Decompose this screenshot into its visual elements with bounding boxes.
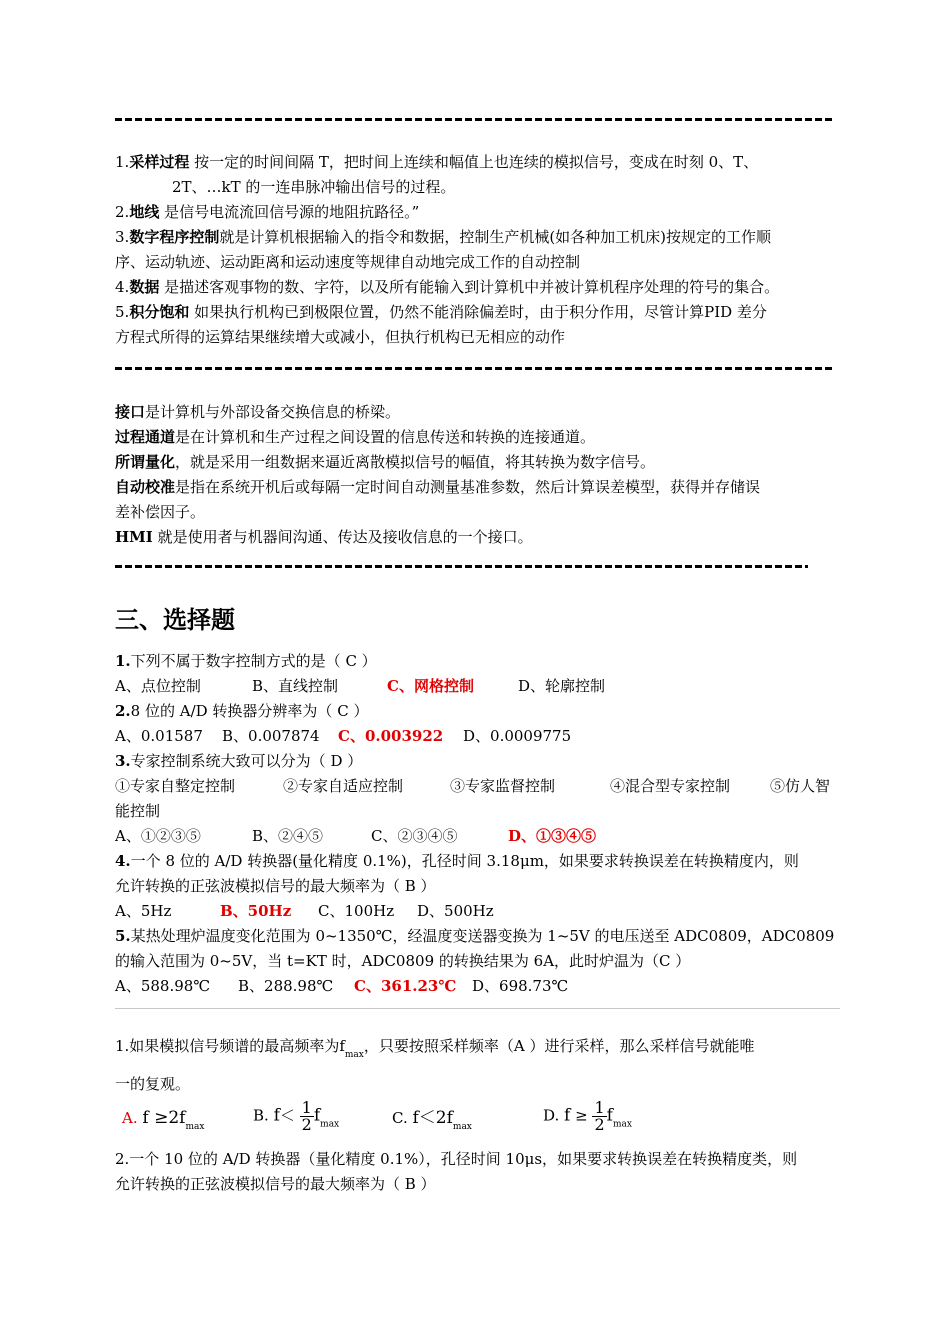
q4-option-a: A、5Hz bbox=[115, 902, 172, 920]
term-hmi: HMI 就是使用者与机器间沟通、传达及接收信息的一个接口。 bbox=[115, 528, 533, 546]
dashed-separator bbox=[115, 367, 833, 370]
question-4: 4.一个 8 位的 A/D 转换器(量化精度 0.1%)，孔径时间 3.18μm，如果要求转换误差在转换精度内，则 bbox=[115, 852, 799, 870]
thin-divider bbox=[115, 1008, 840, 1009]
dashed-separator bbox=[115, 118, 833, 121]
q2-option-b: B、0.007874 bbox=[222, 727, 320, 745]
q4-option-d: D、500Hz bbox=[417, 902, 494, 920]
definition-4: 4.数据 是描述客观事物的数、字符，以及所有能输入到计算机中并被计算机程序处理的符号的集合。 bbox=[115, 278, 780, 296]
q2-option-a: A、0.01587 bbox=[115, 727, 203, 745]
fraction-half: $\frac{1}{2}$ bbox=[301, 1098, 312, 1134]
q2-option-d: D、0.0009775 bbox=[463, 727, 572, 745]
term-process-channel: 过程通道是在计算机和生产过程之间设置的信息传送和转换的连接通道。 bbox=[115, 428, 596, 446]
definition-5: 5.积分饱和 如果执行机构已到极限位置，仍然不能消除偏差时，由于积分作用，尽管计算PID 差分 bbox=[115, 303, 767, 321]
definition-1-cont: 2T、…kT 的一连串脉冲输出信号的过程。 bbox=[172, 178, 456, 196]
practice-2: 2.一个 10 位的 A/D 转换器（量化精度 0.1%），孔径时间 10μs，如果要求转换误差在转换精度类，则 bbox=[115, 1150, 798, 1168]
definition-5-cont: 方程式所得的运算结果继续增大或减小，但执行机构已无相应的动作 bbox=[115, 328, 566, 346]
p1-option-b: B. f＜ $\frac{1}{2}$ $f_{max}$ bbox=[253, 1098, 340, 1134]
q5-option-c-answer: C、361.23℃ bbox=[354, 977, 457, 995]
question-2: 2.8 位的 A/D 转换器分辨率为（ C ） bbox=[115, 702, 369, 720]
q3-item-5-cont: 能控制 bbox=[115, 802, 161, 820]
q3-item-3: ③专家监督控制 bbox=[450, 777, 556, 795]
term-auto-calibration: 自动校准是指在系统开机后或每隔一定时间自动测量基准参数，然后计算误差模型，获得并存储误 bbox=[115, 478, 761, 496]
practice-1: 1.如果模拟信号频谱的最高频率为$f_{max}$，只要按照采样频率（A ）进行采样，那么采样信号就能唯 bbox=[115, 1037, 755, 1060]
q3-item-5: ⑤仿人智 bbox=[770, 777, 831, 795]
term-quantization: 所谓量化，就是采用一组数据来逼近离散模拟信号的幅值，将其转换为数字信号。 bbox=[115, 453, 656, 471]
p1-option-a-answer: A. $f \ge 2f_{max}$ bbox=[122, 1108, 205, 1132]
q3-option-d-answer: D、①③④⑤ bbox=[508, 827, 597, 845]
q3-item-4: ④混合型专家控制 bbox=[610, 777, 731, 795]
question-4-cont: 允许转换的正弦波模拟信号的最大频率为（ B ） bbox=[115, 877, 436, 895]
q2-option-c-answer: C、0.003922 bbox=[338, 727, 444, 745]
q5-option-b: B、288.98℃ bbox=[238, 977, 334, 995]
practice-2-cont: 允许转换的正弦波模拟信号的最大频率为（ B ） bbox=[115, 1175, 436, 1193]
q3-option-b: B、②④⑤ bbox=[252, 827, 324, 845]
question-5-cont: 的输入范围为 0~5V，当 t=KT 时，ADC0809 的转换结果为 6A，此时炉温为（C ） bbox=[115, 952, 691, 970]
q1-option-b: B、直线控制 bbox=[252, 677, 339, 695]
fraction-half: $\frac{1}{2}$ bbox=[594, 1098, 605, 1134]
term-interface: 接口是计算机与外部设备交换信息的桥梁。 bbox=[115, 403, 401, 421]
question-5: 5.某热处理炉温度变化范围为 0~1350℃，经温度变送器变换为 1~5V 的电压送至 ADC0809，ADC0809 bbox=[115, 927, 835, 945]
q3-option-a: A、①②③⑤ bbox=[115, 827, 201, 845]
practice-1-cont: 一的复观。 bbox=[115, 1075, 191, 1093]
q1-option-a: A、点位控制 bbox=[115, 677, 201, 695]
definition-2: 2.地线 是信号电流流回信号源的地阻抗路径。” bbox=[115, 203, 420, 221]
q3-item-1: ①专家自整定控制 bbox=[115, 777, 236, 795]
p1-option-c: C. $f<2f_{max}$ bbox=[392, 1108, 472, 1132]
dashed-separator bbox=[115, 565, 808, 568]
q3-option-c: C、②③④⑤ bbox=[371, 827, 458, 845]
q1-option-d: D、轮廓控制 bbox=[518, 677, 606, 695]
p1-option-d: D. f ≥ $\frac{1}{2}$ $f_{max}$ bbox=[543, 1098, 632, 1134]
q5-option-a: A、588.98℃ bbox=[115, 977, 211, 995]
definition-3: 3.数字程序控制就是计算机根据输入的指令和数据，控制生产机械(如各种加工机床)按规定的工作顺 bbox=[115, 228, 772, 246]
q5-option-d: D、698.73℃ bbox=[472, 977, 569, 995]
term-auto-calibration-cont: 差补偿因子。 bbox=[115, 503, 206, 521]
q4-option-c: C、100Hz bbox=[318, 902, 395, 920]
section-title: 三、选择题 bbox=[115, 606, 235, 634]
definition-1: 1.采样过程 按一定的时间间隔 T，把时间上连续和幅值上也连续的模拟信号，变成在时刻 0、T、 bbox=[115, 153, 759, 171]
q3-item-2: ②专家自适应控制 bbox=[283, 777, 404, 795]
question-3: 3.专家控制系统大致可以分为（ D ） bbox=[115, 752, 363, 770]
q1-option-c-answer: C、网格控制 bbox=[387, 677, 474, 695]
q4-option-b-answer: B、50Hz bbox=[220, 902, 292, 920]
definition-3-cont: 序、运动轨迹、运动距离和运动速度等规律自动地完成工作的自动控制 bbox=[115, 253, 581, 271]
question-1: 1.下列不属于数字控制方式的是（ C ） bbox=[115, 652, 377, 670]
